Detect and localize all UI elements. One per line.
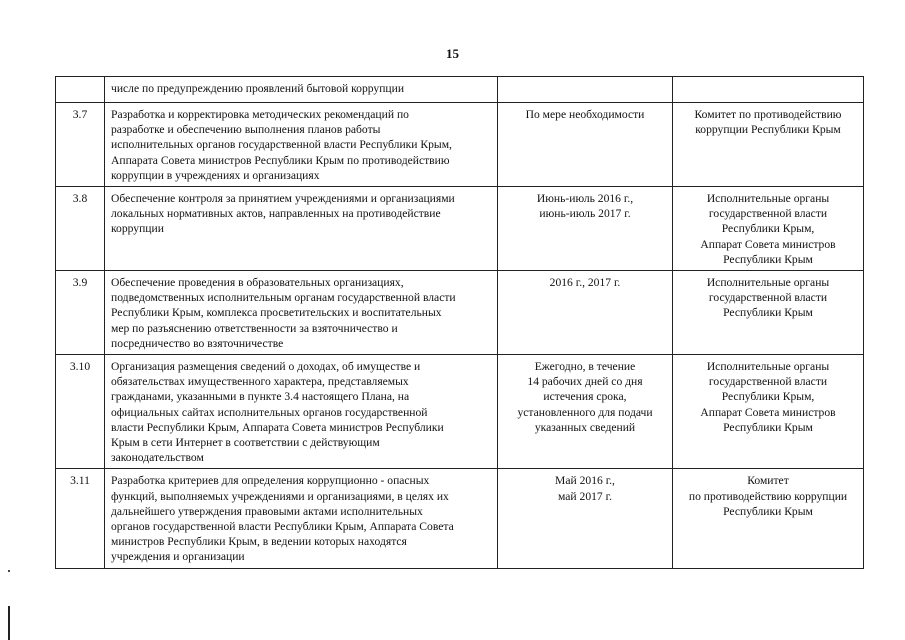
item-number: [56, 77, 105, 103]
measure-description: [105, 355, 498, 469]
measure-description-line: числе по предупреждению проявлений бытовой коррупции: [111, 82, 405, 95]
responsible-party-line: Республики Крым: [723, 420, 813, 434]
measure-description-line: подведомственных исполнительным органам государственной власти: [111, 291, 456, 305]
table-row: [56, 355, 864, 469]
responsible-party: [673, 187, 864, 271]
responsible-party-line: государственной власти: [708, 291, 828, 305]
responsible-party-line: Исполнительные органы: [706, 360, 830, 374]
table-row: [56, 469, 864, 568]
responsible-party: [673, 77, 864, 103]
table-row: [56, 77, 864, 103]
responsible-party-line: Республики Крым: [723, 252, 813, 266]
item-number: 3.10: [56, 355, 105, 469]
table-row: [56, 187, 864, 271]
measure-description-line: органов государственной власти Республики Крым, Аппарата Совета: [111, 520, 454, 534]
measure-description-line: коррупции: [111, 222, 164, 236]
measure-description-line: Республики Крым, комплекса просветительских и воспитательных: [111, 306, 442, 320]
responsible-party-line: Аппарат Совета министров: [700, 405, 836, 419]
deadline: [498, 469, 673, 568]
deadline: [498, 77, 673, 103]
measure-description-line: Аппарата Совета министров Республики Крым по противодействию: [111, 153, 450, 167]
measure-description: [105, 271, 498, 355]
measure-description-line: функций, выполняемых учреждениями и организациями, в целях их: [111, 489, 449, 503]
measure-description-line: коррупции в учреждениях и организациях: [111, 168, 320, 182]
responsible-party-line: Исполнительные органы: [706, 192, 830, 206]
responsible-party-line: Республики Крым,: [721, 222, 815, 236]
deadline-line: Май 2016 г.,: [555, 474, 615, 488]
measure-description-line: министров Республики Крым, в ведении которых находятся: [111, 535, 407, 549]
measure-description-line: власти Республики Крым, Аппарата Совета министров Республики: [111, 420, 444, 434]
deadline-line: 2016 г., 2017 г.: [549, 276, 621, 290]
measure-description-line: гражданами, указанными в пункте 3.4 настоящего Плана, на: [111, 390, 410, 404]
measure-description-line: Разработка критериев для определения коррупционно - опасных: [111, 474, 430, 488]
responsible-party: [673, 103, 864, 187]
responsible-party: [673, 271, 864, 355]
responsible-party-line: коррупции Республики Крым: [695, 123, 841, 137]
measure-description-line: учреждения и организации: [111, 550, 245, 564]
responsible-party: [673, 355, 864, 469]
measure-description: [105, 187, 498, 271]
responsible-party-line: Республики Крым: [723, 306, 813, 320]
deadline: [498, 355, 673, 469]
responsible-party-line: Республики Крым: [723, 504, 813, 518]
measure-description-line: обязательствах имущественного характера, представляемых: [111, 375, 409, 389]
responsible-party-line: государственной власти: [708, 375, 828, 389]
responsible-party-line: Аппарат Совета министров: [700, 237, 836, 251]
scan-artifact-dot: [8, 570, 10, 572]
scan-artifact-line: [8, 606, 10, 640]
deadline: [498, 271, 673, 355]
measure-description-line: локальных нормативных актов, направленных на противодействие: [111, 207, 441, 221]
measure-description-line: разработке и обеспечению выполнения планов работы: [111, 123, 381, 137]
measure-description-line: Организация размещения сведений о доходах, об имуществе и: [111, 360, 421, 374]
responsible-party-line: Республики Крым,: [721, 390, 815, 404]
responsible-party-line: по противодействию коррупции: [688, 489, 848, 503]
responsible-party-line: Исполнительные органы: [706, 276, 830, 290]
action-plan-table: [55, 76, 864, 569]
deadline-line: указанных сведений: [534, 420, 636, 434]
measure-description-line: Разработка и корректировка методических рекомендаций по: [111, 108, 409, 121]
deadline: [498, 187, 673, 271]
measure-description-line: Обеспечение проведения в образовательных организациях,: [111, 276, 404, 290]
responsible-party-line: Комитет по противодействию: [694, 108, 842, 121]
responsible-party: [673, 469, 864, 568]
measure-description-line: Крым в сети Интернет в соответствии с действующим: [111, 436, 380, 450]
deadline: [498, 103, 673, 187]
measure-description-line: мер по разъяснению ответственности за взяточничество и: [111, 321, 398, 335]
deadline-line: По мере необходимости: [525, 108, 645, 121]
measure-description-line: дальнейшего утверждения правовыми актами исполнительных: [111, 504, 423, 518]
measure-description-line: исполнительных органов государственной власти Республики Крым,: [111, 138, 452, 152]
item-number: 3.7: [56, 103, 105, 187]
measure-description-line: посредничество во взяточничестве: [111, 336, 284, 350]
measure-description: [105, 103, 498, 187]
deadline-line: июнь-июль 2017 г.: [539, 207, 631, 221]
deadline-line: Июнь-июль 2016 г.,: [536, 192, 634, 206]
measure-description-line: законодательством: [111, 451, 204, 465]
table-row: [56, 103, 864, 187]
item-number: 3.8: [56, 187, 105, 271]
deadline-line: установленного для подачи: [517, 405, 653, 419]
page-number: 15: [446, 46, 459, 61]
responsible-party-line: государственной власти: [708, 207, 828, 221]
measure-description-line: официальных сайтах исполнительных органов государственной: [111, 405, 428, 419]
measure-description: [105, 469, 498, 568]
responsible-party-line: Комитет: [747, 474, 789, 488]
item-number: 3.11: [56, 469, 105, 568]
deadline-line: Ежегодно, в течение: [534, 360, 636, 374]
deadline-line: 14 рабочих дней со дня: [527, 375, 643, 389]
measure-description: [105, 77, 498, 103]
deadline-line: истечения срока,: [543, 390, 627, 404]
item-number: 3.9: [56, 271, 105, 355]
measure-description-line: Обеспечение контроля за принятием учреждениями и организациями: [111, 192, 455, 206]
deadline-line: май 2017 г.: [558, 489, 612, 503]
table-row: [56, 271, 864, 355]
